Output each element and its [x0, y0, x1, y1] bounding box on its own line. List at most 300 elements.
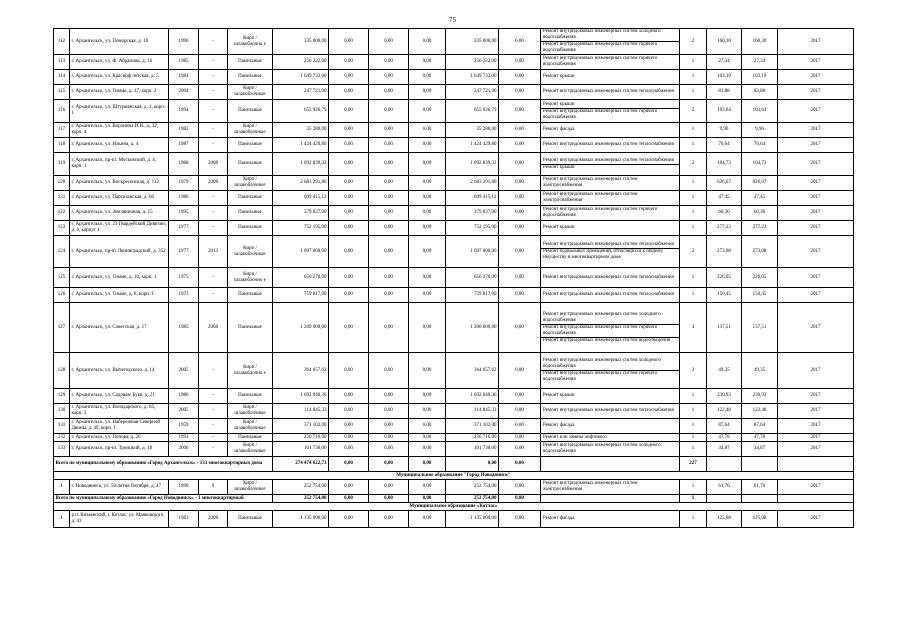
fund-regional-cell: 0,00 [369, 419, 409, 434]
repair-type: Ремонт внутридомовых инженерных систем теплоснабжения [541, 242, 679, 249]
plan-year-cell: 2017 [778, 138, 854, 153]
year-built-cell: 1985 [169, 303, 199, 353]
fund-local-cell: 0,00 [409, 495, 446, 503]
fund-local-cell: 0,00 [409, 153, 446, 176]
owners-funds-cell: 252 754,00 [446, 495, 499, 503]
owners-funds-cell: 371 102,00 [446, 419, 499, 434]
year-renovated-cell: 2008 [199, 153, 228, 176]
fund-federal-cell: 0,00 [329, 153, 369, 176]
fund-local-cell: 0,00 [409, 29, 446, 55]
address-cell: г. Архангельск, ул. Ильина, д. 4 [70, 138, 169, 153]
fund-local-cell: 0,00 [409, 236, 446, 268]
total-cost-cell: 274 474 622,73 [273, 457, 329, 472]
fund-regional-cell: 0,00 [369, 389, 409, 404]
row-number-cell: 1 [54, 480, 70, 495]
fund-local-cell: 0,00 [409, 138, 446, 153]
address-cell: г. Архангельск, ул. Тимме, д. 8, корп. 1 [70, 288, 169, 303]
wall-material-cell: Панельные [228, 511, 273, 528]
other-funds-cell: 0,00 [499, 303, 541, 353]
plan-year-cell: 2017 [778, 404, 854, 419]
repair-type: Ремонт крыши [543, 164, 575, 170]
limit-cost-cell: 27,34 [742, 55, 778, 70]
owners-funds-cell: 101 730,00 [446, 442, 499, 457]
row-number-cell: 121 [54, 191, 70, 206]
repair-types-cell [541, 176, 680, 191]
unit-cost-cell: 34,87 [707, 442, 742, 457]
limit-cost-cell: 226,05 [742, 268, 778, 288]
row-number-cell: 122 [54, 206, 70, 221]
repair-types-cell [541, 55, 680, 70]
fund-regional-cell: 0,00 [369, 495, 409, 503]
total-cost-cell: 101 730,00 [273, 442, 329, 457]
fund-regional-cell: 0,00 [369, 100, 409, 123]
works-count-cell: 1 [680, 442, 707, 457]
unit-cost-cell: 230,93 [707, 389, 742, 404]
owners-funds-cell: 752 195,00 [446, 221, 499, 236]
total-cost-cell: 1 092 839,32 [273, 153, 329, 176]
table-row [54, 268, 854, 288]
table-row [54, 236, 854, 268]
repair-type: Ремонт внутридомовых инженерных систем электроснабжения [543, 177, 638, 188]
year-renovated-cell: 2013 [199, 236, 228, 268]
year-renovated-cell: - [199, 191, 228, 206]
fund-regional-cell: 0,00 [369, 206, 409, 221]
owners-funds-cell: 609 415,12 [446, 191, 499, 206]
address-cell: г. Архангельск, ул. Тимме, д. 10, корп. 1 [70, 268, 169, 288]
plan-year-cell: 2017 [778, 434, 854, 442]
year-renovated-cell: - [199, 389, 228, 404]
year-built-cell: 1959 [169, 419, 199, 434]
works-count-cell: 2 [680, 236, 707, 268]
fund-regional-cell: 0,00 [369, 434, 409, 442]
repair-type: Ремонт крыши [543, 74, 575, 79]
unit-cost-cell: 103,19 [707, 70, 742, 85]
fund-federal-cell: 0,00 [329, 100, 369, 123]
unit-cost-cell: 9,96 [707, 123, 742, 138]
year-built-cell: 2005 [169, 353, 199, 389]
works-count-cell: 1 [680, 206, 707, 221]
plan-year-cell: 2017 [778, 419, 854, 434]
address-cell: г. Архангельск, ул. Садовая/ Букв. д. 21 [70, 389, 169, 404]
owners-funds-cell: 335 000,00 [446, 29, 499, 55]
fund-regional-cell: 0,00 [369, 29, 409, 55]
table-row [54, 55, 854, 70]
table-row [54, 206, 854, 221]
fund-local-cell: 0,00 [409, 206, 446, 221]
unit-cost-cell: 60,30 [707, 206, 742, 221]
fund-local-cell: 0,00 [409, 191, 446, 206]
row-number-cell: 119 [54, 153, 70, 176]
works-count-cell: 1 [680, 221, 707, 236]
plan-year-cell: 2017 [778, 29, 854, 55]
total-cost-cell: 656 270,00 [273, 268, 329, 288]
limit-cost-cell: 83,88 [742, 85, 778, 100]
wall-material-cell: Панельные [228, 434, 273, 442]
works-count-cell: 1 [680, 511, 707, 528]
fund-regional-cell: 0,00 [369, 442, 409, 457]
other-funds-cell: 0,00 [499, 419, 541, 434]
plan-year-cell: 2017 [778, 85, 854, 100]
limit-cost-cell: 103,64 [742, 100, 778, 123]
address-cell: г. Архангельск, ул. Воскресенская, д. 112 [70, 176, 169, 191]
section-row [54, 503, 854, 511]
fund-federal-cell: 0,00 [329, 70, 369, 85]
repair-types-cell [541, 236, 680, 268]
row-number-cell: 115 [54, 85, 70, 100]
limit-cost-cell: 626,67 [742, 176, 778, 191]
repair-types-cell [541, 434, 680, 442]
year-renovated-cell: 2008 [199, 176, 228, 191]
fund-regional-cell: 0,00 [369, 268, 409, 288]
year-built-cell: 1985 [169, 55, 199, 70]
wall-material-cell: Кирп / шлакоблочные [228, 123, 273, 138]
other-funds-cell: 0,00 [499, 434, 541, 442]
unit-cost-cell: 104,73 [707, 153, 742, 176]
year-renovated-cell: - [199, 353, 228, 389]
fund-local-cell: 0,00 [409, 419, 446, 434]
works-count-cell: 1 [680, 268, 707, 288]
owners-funds-cell: 1 135 000,00 [446, 511, 499, 528]
table-row [54, 138, 854, 153]
section-title-cell: Муниципальное образование «Котлас» [54, 503, 854, 511]
total-cost-cell: 252 754,00 [273, 480, 329, 495]
repair-types-cell [541, 221, 680, 236]
year-built-cell: 1977 [169, 236, 199, 268]
table-row [54, 221, 854, 236]
limit-cost-cell: 87,64 [742, 419, 778, 434]
year-built-cell: 1983 [169, 511, 199, 528]
limit-cost-cell: 104,73 [742, 153, 778, 176]
table-row [54, 419, 854, 434]
limit-cost-cell [742, 457, 778, 472]
unit-cost-cell: 273,08 [707, 236, 742, 268]
row-number-cell: 114 [54, 70, 70, 85]
fund-local-cell: 0,00 [409, 100, 446, 123]
row-number-cell: 130 [54, 404, 70, 419]
wall-material-cell: Панельные [228, 153, 273, 176]
other-funds-cell: 0,00 [499, 138, 541, 153]
total-cost-cell: 256 716,00 [273, 434, 329, 442]
year-built-cell: 2004 [169, 85, 199, 100]
fund-local-cell: 0,00 [409, 303, 446, 353]
unit-cost-cell: 49,35 [707, 353, 742, 389]
wall-material-cell: Панельные [228, 55, 273, 70]
year-built-cell: 2006 [169, 442, 199, 457]
plan-year-cell: 2017 [778, 288, 854, 303]
fund-local-cell: 0,00 [409, 404, 446, 419]
fund-regional-cell: 0,00 [369, 221, 409, 236]
address-cell: г. Архангельск, пр-кт. Троицкий, д. 18 [70, 442, 169, 457]
unit-cost-cell: 83,88 [707, 85, 742, 100]
works-count-cell: 227 [680, 457, 707, 472]
year-built-cell: 1979 [169, 176, 199, 191]
fund-federal-cell: 0,00 [329, 389, 369, 404]
repair-type: Ремонт фасада [543, 516, 575, 521]
other-funds-cell: 0,00 [499, 353, 541, 389]
plan-year-cell: 2017 [778, 389, 854, 404]
fund-local-cell: 0,00 [409, 85, 446, 100]
limit-cost-cell: 9,96 [742, 123, 778, 138]
row-number-cell: 132 [54, 434, 70, 442]
fund-local-cell: 0,00 [409, 457, 446, 472]
address-cell: г. Архангельск, ул. Набережная Северной Двины, д. 49, корп. 1 [70, 419, 169, 434]
repair-type: Ремонт внутридомовых инженерных систем теплоснабжения [543, 408, 674, 413]
row-number-cell: 113 [54, 55, 70, 70]
fund-regional-cell: 0,00 [369, 55, 409, 70]
fund-federal-cell: 0,00 [329, 123, 369, 138]
owners-funds-cell: 256 222,00 [446, 55, 499, 70]
fund-federal-cell: 0,00 [329, 288, 369, 303]
plan-year-cell: 2017 [778, 176, 854, 191]
fund-regional-cell: 0,00 [369, 353, 409, 389]
unit-cost-cell: 137,51 [707, 303, 742, 353]
repair-type: Ремонт крыши [541, 102, 679, 109]
other-funds-cell: 0,00 [499, 153, 541, 176]
year-built-cell: 1996 [169, 29, 199, 55]
works-count-cell: 1 [680, 176, 707, 191]
wall-material-cell: Кирп / шлакоблочные [228, 176, 273, 191]
wall-material-cell: Кирп / шлакоблочные [228, 442, 273, 457]
plan-year-cell: 2017 [778, 442, 854, 457]
other-funds-cell: 0,00 [499, 404, 541, 419]
repair-types-cell [541, 480, 680, 495]
works-count-cell: 1 [680, 288, 707, 303]
total-cost-cell: 379 837,00 [273, 206, 329, 221]
wall-material-cell: Кирп / шлакоблочные [228, 236, 273, 268]
wall-material-cell: Панельные [228, 70, 273, 85]
unit-cost-cell: 87,64 [707, 419, 742, 434]
other-funds-cell: 0,00 [499, 442, 541, 457]
repair-type: Ремонт внутридомовых инженерных систем холодного водоснабжения [541, 358, 679, 371]
repair-type: Ремонт внутридомовых инженерных систем теплоснабжения [543, 292, 674, 297]
total-cost-cell: 1 097 000,00 [273, 236, 329, 268]
works-count-cell: 2 [680, 100, 707, 123]
table-row [54, 100, 854, 123]
owners-funds-cell: 1 692 040,36 [446, 389, 499, 404]
owners-funds-cell: 1 097 000,00 [446, 236, 499, 268]
plan-year-cell: 2017 [778, 236, 854, 268]
plan-year-cell: 2017 [778, 206, 854, 221]
year-renovated-cell: - [199, 29, 228, 55]
repair-type: Ремонт внутридомовых инженерных систем водоотведения [543, 337, 671, 343]
repair-types-cell [541, 153, 680, 176]
works-count-cell: 1 [680, 480, 707, 495]
repair-types-cell [541, 138, 680, 153]
limit-cost-cell: 49,35 [742, 353, 778, 389]
total-cost-cell: 655 026,79 [273, 100, 329, 123]
plan-year-cell: 2017 [778, 191, 854, 206]
wall-material-cell: Кирп / шлакоблочно е [228, 29, 273, 55]
wall-material-cell: Кирп / шлакоблочные [228, 85, 273, 100]
fund-federal-cell: 0,00 [329, 419, 369, 434]
total-cost-cell: 256 222,00 [273, 55, 329, 70]
repair-type: Ремонт или замена лифтового [543, 434, 607, 440]
fund-local-cell: 0,00 [409, 353, 446, 389]
total-cost-cell: 1 135 000,00 [273, 511, 329, 528]
other-funds-cell: 0,00 [499, 389, 541, 404]
address-cell: г. Архангельск, ул. 23 Гвардейской Дивизии, д. 6, корпус 1 [70, 221, 169, 236]
repair-type: Ремонт внутридомовых инженерных систем холодного водоснабжения [543, 443, 661, 454]
repair-type: Ремонт фасада [543, 423, 575, 428]
total-label-cell: Всего по муниципальному образованию «Город Архангельск» - 133 многоквартирных дома [54, 457, 273, 472]
year-renovated-cell: - [199, 419, 228, 434]
address-cell: г. Архангельск, ул. Володарского, д. 85, корп. 3 [70, 404, 169, 419]
fund-federal-cell: 0,00 [329, 442, 369, 457]
limit-cost-cell: 277,23 [742, 221, 778, 236]
limit-cost-cell: 160,30 [742, 29, 778, 55]
works-count-cell: 1 [680, 123, 707, 138]
plan-year-cell: 2017 [778, 353, 854, 389]
total-row [54, 457, 854, 472]
year-built-cell: 1984 [169, 70, 199, 85]
total-cost-cell: 609 415,12 [273, 191, 329, 206]
other-funds-cell: 0,00 [499, 85, 541, 100]
fund-federal-cell: 0,00 [329, 176, 369, 191]
year-renovated-cell: - [199, 55, 228, 70]
row-number-cell: 120 [54, 176, 70, 191]
other-funds-cell: 0,00 [499, 123, 541, 138]
row-number-cell: 129 [54, 389, 70, 404]
repair-type: Ремонт внутридомовых инженерных систем горячего водоснабжения [543, 56, 658, 67]
fund-federal-cell: 0,00 [329, 480, 369, 495]
limit-cost-cell: 122,48 [742, 404, 778, 419]
fund-local-cell: 0,00 [409, 70, 446, 85]
plan-year-cell: 2017 [778, 55, 854, 70]
plan-year-cell: 2017 [778, 480, 854, 495]
works-count-cell: 1 [680, 389, 707, 404]
fund-federal-cell: 0,00 [329, 191, 369, 206]
address-cell: р.п. Кизаевский, г. Котлас, ул. Маяковского, д. 43 [70, 511, 169, 528]
repair-types-cell [541, 511, 680, 528]
repair-types-cell [541, 191, 680, 206]
fund-federal-cell: 0,00 [329, 303, 369, 353]
owners-funds-cell: 247 721,00 [446, 85, 499, 100]
unit-cost-cell: 27,34 [707, 55, 742, 70]
repair-types-cell [541, 70, 680, 85]
address-cell: г. Архангельск, ул. Вычегодского, д. 14 [70, 353, 169, 389]
fund-federal-cell: 0,00 [329, 434, 369, 442]
repair-types-cell [541, 353, 680, 389]
fund-regional-cell: 0,00 [369, 176, 409, 191]
repair-type: Ремонт крыши [543, 225, 575, 230]
repair-type: Ремонт внутридомовых инженерных систем горячего водоснабжения [543, 108, 658, 120]
fund-federal-cell: 0,00 [329, 29, 369, 55]
repair-type: Ремонт внутридомовых инженерных систем теплоснабжения [543, 274, 674, 280]
address-cell: г. Архангельск, ул. Штурманская, д. 4, корп. 1 [70, 100, 169, 123]
unit-cost-cell: 103,64 [707, 100, 742, 123]
table-row [54, 123, 854, 138]
row-number-cell: 123 [54, 221, 70, 236]
wall-material-cell: Панельные [228, 221, 273, 236]
wall-material-cell: Панельные [228, 206, 273, 221]
fund-local-cell: 0,00 [409, 123, 446, 138]
limit-cost-cell: 76,64 [742, 138, 778, 153]
wall-material-cell: Кирп / шлакоблочно е [228, 268, 273, 288]
fund-federal-cell: 0,00 [329, 138, 369, 153]
unit-cost-cell: 47,45 [707, 191, 742, 206]
total-cost-cell: 1 649 733,00 [273, 70, 329, 85]
plan-year-cell [778, 495, 854, 503]
total-cost-cell: 1 424 429,80 [273, 138, 329, 153]
fund-regional-cell: 0,00 [369, 85, 409, 100]
unit-cost-cell: 626,67 [707, 176, 742, 191]
year-built-cell: 1990 [169, 480, 199, 495]
year-built-cell: 1973 [169, 288, 199, 303]
year-built-cell: 2005 [169, 404, 199, 419]
repair-types-cell [541, 100, 680, 123]
other-funds-cell: 0,00 [499, 70, 541, 85]
works-count-cell: 1 [680, 55, 707, 70]
unit-cost-cell [707, 495, 742, 503]
table-row [54, 70, 854, 85]
unit-cost-cell: 76,64 [707, 138, 742, 153]
works-count-cell: 2 [680, 153, 707, 176]
repair-type: Ремонт крыши [543, 393, 575, 398]
unit-cost-cell: 122,48 [707, 404, 742, 419]
year-built-cell: 1994 [169, 100, 199, 123]
row-number-cell: 118 [54, 138, 70, 153]
limit-cost-cell [742, 495, 778, 503]
row-number-cell: 112 [54, 29, 70, 55]
row-number-cell: 131 [54, 419, 70, 434]
fund-federal-cell: 0,00 [329, 206, 369, 221]
fund-local-cell: 0,00 [409, 480, 446, 495]
works-count-cell: 1 [680, 404, 707, 419]
year-built-cell: 1982 [169, 123, 199, 138]
year-renovated-cell: - [199, 123, 228, 138]
total-cost-cell: 35 280,00 [273, 123, 329, 138]
table-body [54, 29, 854, 528]
unit-cost-cell [707, 457, 742, 472]
address-cell: г. Архангельск, пр-кт. Московский, д. 4, корп. 1 [70, 153, 169, 176]
year-built-cell: 1991 [169, 434, 199, 442]
repair-type: Ремонт внутридомовых инженерных систем горячего водоснабжения [543, 207, 658, 218]
other-funds-cell: 0,00 [499, 221, 541, 236]
works-count-cell: 1 [680, 191, 707, 206]
row-number-cell: 117 [54, 123, 70, 138]
repair-type: Ремонт внутридомовых инженерных систем теплоснабжения [543, 89, 674, 94]
year-built-cell: 1988 [169, 153, 199, 176]
repair-types-cell [541, 206, 680, 221]
year-renovated-cell: - [199, 138, 228, 153]
repair-types-cell [541, 29, 680, 55]
repair-types-cell [541, 419, 680, 434]
repair-type: Ремонт внутридомовых инженерных систем горячего водоснабжения [543, 42, 658, 53]
repair-type: Ремонт внутридомовых инженерных систем холодного водоснабжения [541, 29, 679, 42]
owners-funds-cell: 2 683 291,80 [446, 176, 499, 191]
wall-material-cell: Панельные [228, 288, 273, 303]
fund-local-cell: 0,00 [409, 55, 446, 70]
unit-cost-cell: 226,05 [707, 268, 742, 288]
row-number-cell: 116 [54, 100, 70, 123]
owners-funds-cell: 114 845,33 [446, 404, 499, 419]
row-number-cell: 126 [54, 288, 70, 303]
wall-material-cell: Кирп / шлакоблочно е [228, 353, 273, 389]
table-row [54, 442, 854, 457]
fund-federal-cell: 0,00 [329, 236, 369, 268]
table-row [54, 404, 854, 419]
fund-regional-cell: 0,00 [369, 138, 409, 153]
repair-types-cell [541, 85, 680, 100]
limit-cost-cell: 230,93 [742, 389, 778, 404]
limit-cost-cell: 60,30 [742, 206, 778, 221]
year-renovated-cell: - [199, 206, 228, 221]
wall-material-cell: Панельные [228, 303, 273, 353]
owners-funds-cell: 35 280,00 [446, 123, 499, 138]
total-cost-cell: 752 195,00 [273, 221, 329, 236]
fund-regional-cell: 0,00 [369, 123, 409, 138]
year-renovated-cell: - [199, 268, 228, 288]
